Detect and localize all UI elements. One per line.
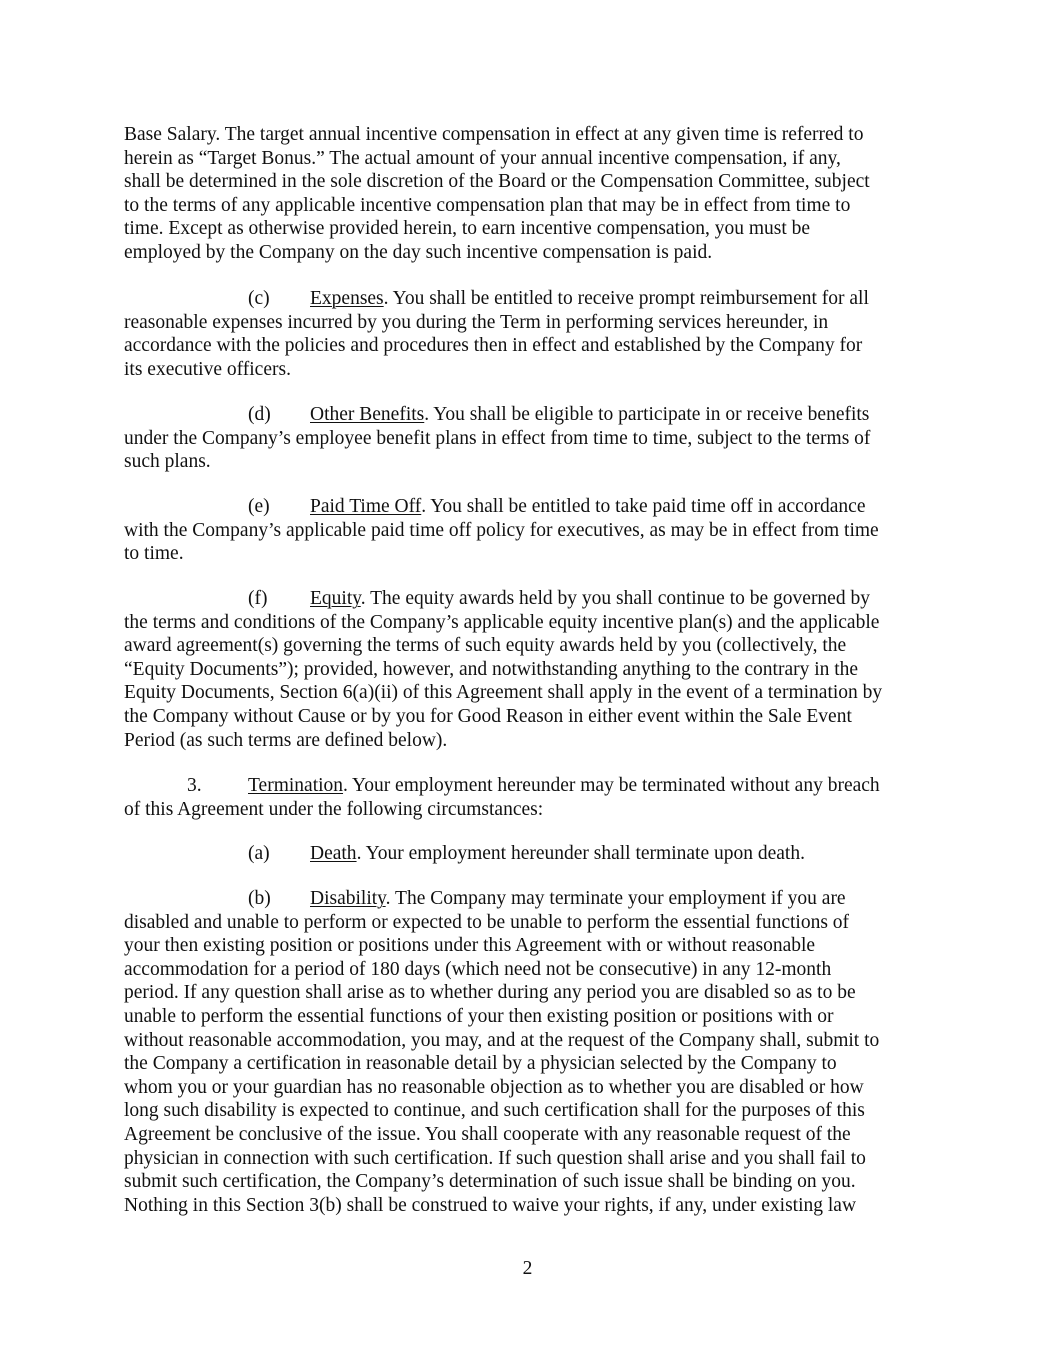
- section-first-line: [124, 774, 934, 798]
- section-heading: Equity: [310, 588, 361, 609]
- text-line: unable to perform the essential functions of your then existing position or positions with or: [124, 1005, 834, 1027]
- text-line: the terms and conditions of the Company’s applicable equity incentive plan(s) and the applicable: [124, 611, 880, 633]
- section-heading: Paid Time Off: [310, 496, 422, 517]
- section-paid-time-off: [124, 495, 934, 566]
- text-line: its executive officers.: [124, 358, 291, 380]
- text-line: accommodation for a period of 180 days (which need not be consecutive) in any 12-month: [124, 958, 832, 980]
- text-line: whom you or your guardian has no reasonable objection as to whether you are disabled or how: [124, 1076, 864, 1098]
- section-first-text: . The equity awards held by you shall continue to be governed by: [360, 588, 870, 609]
- section-heading: Other Benefits: [310, 404, 425, 425]
- text-line: period. If any question shall arise as to whether during any period you are disabled so as to be: [124, 982, 856, 1004]
- section-heading: Termination: [248, 775, 344, 796]
- text-line: such plans.: [124, 451, 211, 473]
- section-first-line: [124, 403, 934, 427]
- text-line: Nothing in this Section 3(b) shall be construed to waive your rights, if any, under existing law: [124, 1194, 857, 1216]
- section-label: (a): [248, 843, 270, 864]
- text-line: shall be determined in the sole discretion of the Board or the Compensation Committee, subject: [124, 171, 870, 193]
- section-label: (b): [248, 888, 271, 909]
- text-line: “Equity Documents”); provided, however, and notwithstanding anything to the contrary in the: [124, 658, 859, 680]
- section-first-text: . You shall be eligible to participate in or receive benefits: [424, 404, 870, 425]
- section-first-line: [124, 495, 934, 519]
- section-disability: [124, 887, 934, 1217]
- section-first-text: . Your employment hereunder may be terminated without any breach: [343, 775, 880, 796]
- text-line: Period (as such terms are defined below).: [124, 729, 448, 751]
- section-first-text: . You shall be entitled to take paid time off in accordance: [421, 496, 866, 517]
- text-line: Base Salary. The target annual incentive compensation in effect at any given time is referred to: [124, 124, 864, 145]
- section-expenses: [124, 287, 934, 381]
- text-line: to time.: [124, 543, 184, 565]
- section-heading: Expenses: [310, 288, 384, 309]
- section-termination: [124, 774, 934, 821]
- paragraph-target-bonus: [124, 123, 934, 265]
- section-other-benefits: [124, 403, 934, 474]
- text-line: disabled and unable to perform or expected to be unable to perform the essential functions of: [124, 911, 850, 933]
- section-label: (d): [248, 404, 271, 425]
- section-first-text: . You shall be entitled to receive prompt reimbursement for all: [383, 288, 869, 309]
- text-line: the Company without Cause or by you for Good Reason in either event within the Sale Event: [124, 705, 852, 727]
- text-line: Agreement be conclusive of the issue. You shall cooperate with any reasonable request of the: [124, 1123, 851, 1145]
- text-line: with the Company’s applicable paid time off policy for executives, as may be in effect from time: [124, 519, 879, 541]
- section-death: [124, 842, 934, 866]
- text-line: physician in connection with such certification. If such question shall arise and you shall fail to: [124, 1147, 866, 1169]
- section-label: (e): [248, 496, 270, 517]
- section-heading: Death: [310, 843, 357, 864]
- text-line: accordance with the policies and procedures then in effect and established by the Company for: [124, 335, 863, 357]
- text-line: under the Company’s employee benefit plans in effect from time to time, subject to the terms of: [124, 427, 871, 449]
- text-line: without reasonable accommodation, you may, and at the request of the Company shall, submit to: [124, 1029, 880, 1051]
- text-line: employed by the Company on the day such incentive compensation is paid.: [124, 241, 713, 263]
- text-line: long such disability is expected to continue, and such certification shall for the purposes of this: [124, 1100, 865, 1122]
- text-line: to the terms of any applicable incentive compensation plan that may be in effect from time to: [124, 194, 851, 216]
- text-line: award agreement(s) governing the terms of such equity awards held by you (collectively, the: [124, 635, 847, 657]
- section-first-text: . Your employment hereunder shall terminate upon death.: [356, 843, 805, 864]
- section-first-text: . The Company may terminate your employment if you are: [385, 888, 846, 909]
- text-line: submit such certification, the Company’s determination of such issue shall be binding on you.: [124, 1171, 856, 1193]
- section-first-line: [124, 842, 934, 866]
- section-label: 3.: [187, 775, 202, 796]
- section-heading: Disability: [310, 888, 386, 909]
- section-first-line: [124, 587, 934, 611]
- text-line: of this Agreement under the following circumstances:: [124, 798, 544, 820]
- text-line: time. Except as otherwise provided herein, to earn incentive compensation, you must be: [124, 218, 811, 240]
- section-label: (f): [248, 588, 268, 609]
- text-line: the Company a certification in reasonable detail by a physician selected by the Company to: [124, 1053, 837, 1075]
- page-number: 2: [522, 1258, 533, 1279]
- text-line: your then existing position or positions under this Agreement with or without reasonable: [124, 935, 816, 957]
- section-first-line: [124, 887, 934, 911]
- section-equity: [124, 587, 934, 752]
- text-line: herein as “Target Bonus.” The actual amount of your annual incentive compensation, if any,: [124, 147, 841, 169]
- text-line: Equity Documents, Section 6(a)(ii) of this Agreement shall apply in the event of a termination by: [124, 682, 883, 704]
- text-line: reasonable expenses incurred by you during the Term in performing services hereunder, in: [124, 311, 829, 333]
- section-label: (c): [248, 288, 270, 309]
- section-first-line: [124, 287, 934, 311]
